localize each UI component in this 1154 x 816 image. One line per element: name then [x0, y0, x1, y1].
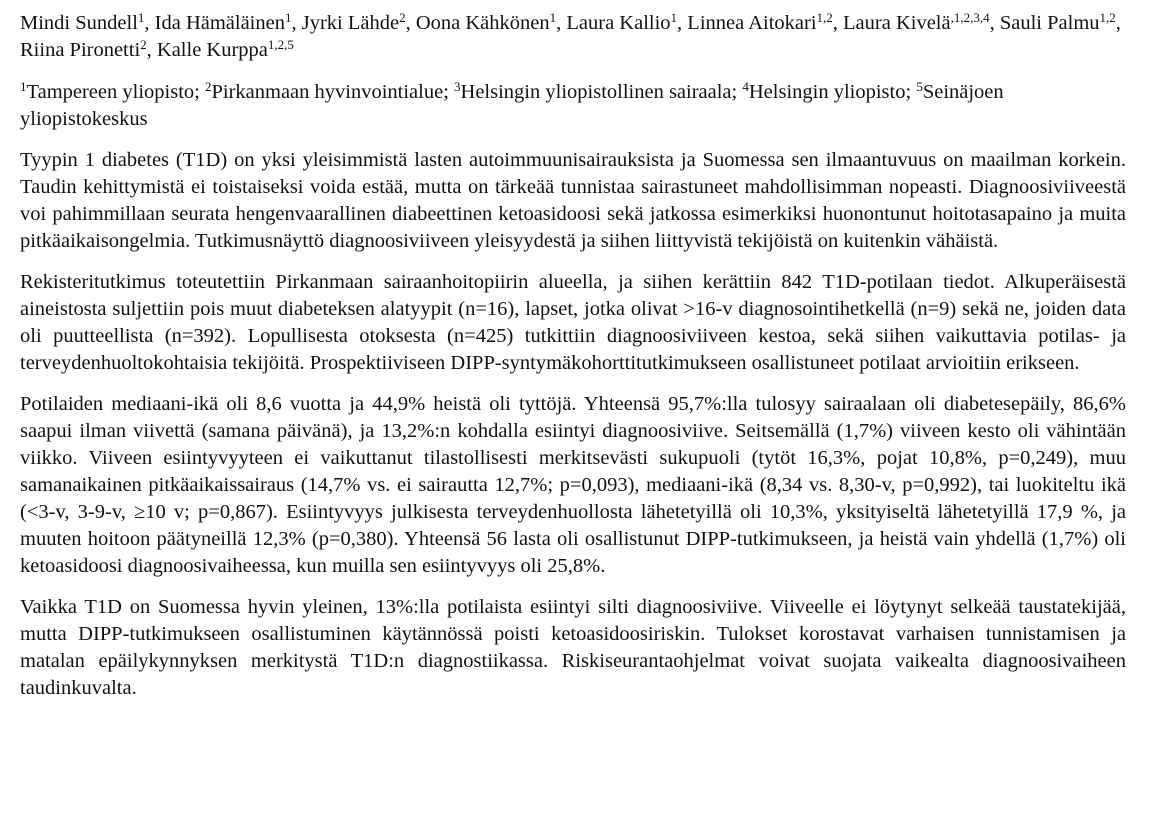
author-affiliation-mark: 2 [140, 37, 147, 53]
author-affiliation-mark: 1,2,5 [267, 37, 294, 53]
affiliation: $^2$Pirkanmaan hyvinvointialue [204, 79, 444, 103]
abstract-results-paragraph: Potilaiden mediaani-ikä oli 8,6 vuotta ja 44,9% heistä oli tyttöjä. Yhteensä 95,7%:lla tulosyy sairaalaan oli diabetesepäily, 86,6% saapui ilman viivettä (samana päivänä), ja 13,2%:n kohdalla esiintyi diagnoosiviive. Seitsemällä (1,7%) viiveen kesto oli vähintään viikko. Viiveen esiintyvyyteen ei vaikuttanut tilastollisesti merkitsevästi sukupuoli (tytöt 16,3%, pojat 10,8%, p=0,249), muu samanaikainen pitkäaikaissairaus (14,7% vs. ei sairautta 12,7%; p=0,093), mediaani-ikä (8,34 vs. 8,30-v, p=0,992), tai luokiteltu ikä (<3-v, 3-9-v, ≥10 v; p=0,867). Esiintyvyys julkisesta terveydenhuollosta lähetetyillä oli 10,3%, yksityiseltä lähetetyillä 17,9 %, ja muuten hoitoon päätyneillä 12,3% (p=0,380). Yhteensä 56 lasta oli osallistunut DIPP-tutkimukseen, ja heistä vain yhdellä (1,7%) oli ketoasidoosi diagnoosivaiheessa, kun muilla sen esiintyvyys oli 25,8%. [20, 393, 1126, 577]
author-affiliation-mark: ,1,2,3,4 [950, 10, 990, 26]
affiliation: $^3$Helsingin yliopistollinen sairaala [454, 79, 732, 103]
author-list: Mindi Sundell$^1$, Ida Hämäläinen$^1$, Jyrki Lähde$^2$, Oona Kähkönen$^1$, Laura Kallio$^1$, Linnea Aitokari$^{1,2}$, Laura Kivelä$^{,1,2,3,4}$, Sauli Palmu$^{1,2}$, Riina Pironetti$^2$, Kalle Kurppa$^{1,2,5}$ [20, 10, 1121, 61]
author: Riina Pironetti$^2$ [20, 37, 147, 61]
affiliation: $^4$Helsingin yliopisto [742, 79, 906, 103]
author-affiliation-mark: 1,2 [816, 10, 833, 26]
author: Linnea Aitokari$^{1,2}$ [687, 10, 833, 34]
author-affiliation-mark: 1 [670, 10, 678, 26]
author: Ida Hämäläinen$^1$ [154, 10, 292, 34]
abstract-conclusion-paragraph: Vaikka T1D on Suomessa hyvin yleinen, 13%:lla potilaista esiintyi silti diagnoosiviive. Viiveelle ei löytynyt selkeää taustatekijää, mutta DIPP-tutkimukseen osallistuminen käytännössä poisti ketoasidoosiriskin. Tulokset korostavat varhaisen tunnistamisen ja matalan epäilykynnyksen merkitystä T1D:n diagnostiikassa. Riskiseurantaohjelmat voivat suojata vaikealta diagnoosivaiheen taudinkuvalta. [20, 596, 1126, 699]
author: Oona Kähkönen$^1$ [415, 10, 557, 34]
author: Laura Kivelä$^{,1,2,3,4}$ [843, 10, 990, 34]
author: Kalle Kurppa$^{1,2,5}$ [156, 37, 294, 61]
affiliation: $^1$Tampereen yliopisto [20, 79, 195, 103]
author-affiliation-mark: 2 [399, 10, 406, 26]
author-affiliation-mark: 1,2 [1099, 10, 1116, 26]
author-affiliation-mark: 1 [549, 10, 557, 26]
author: Mindi Sundell$^1$ [20, 10, 145, 34]
abstract-methods-paragraph: Rekisteritutkimus toteutettiin Pirkanmaan sairaanhoitopiirin alueella, ja siihen kerättiin 842 T1D-potilaan tiedot. Alkuperäisestä aineistosta suljettiin pois muut diabeteksen alatyypit (n=16), lapset, jotka olivat >16-v diagnosointihetkellä (n=9) sekä ne, joiden data oli puutteellista (n=392). Lopullisesta otoksesta (n=425) tutkittiin diagnoosiviiveen kestoa, sekä siihen vaikuttavia potilas- ja terveydenhuoltokohtaisia tekijöitä. Prospektiiviseen DIPP-syntymäkohorttitutkimukseen osallistuneet potilaat arvioitiin erikseen. [20, 271, 1126, 374]
abstract-page [20, 10, 1126, 716]
affiliation: $^5$Seinäjoen yliopistokeskus [20, 79, 1004, 130]
author-affiliation-mark: 1 [137, 10, 145, 26]
author: Laura Kallio$^1$ [566, 10, 678, 34]
affiliation-list: $^1$Tampereen yliopisto; $^2$Pirkanmaan hyvinvointialue; $^3$Helsingin yliopistollinen sairaala; $^4$Helsingin yliopisto; $^5$Seinäjoen yliopistokeskus [20, 79, 1004, 130]
abstract-background-paragraph: Tyypin 1 diabetes (T1D) on yksi yleisimmistä lasten autoimmuunisairauksista ja Suomessa sen ilmaantuvuus on maailman korkein. Taudin kehittymistä ei toistaiseksi voida estää, mutta on tärkeää tunnistaa sairastuneet mahdollisimman nopeasti. Diagnoosiviiveestä voi pahimmillaan seurata hengenvaarallinen diabeettinen ketoasidoosi sekä jatkossa esimerkiksi huonontunut hoitotasapaino ja muita pitkäaikaisongelmia. Tutkimusnäyttö diagnoosiviiveen yleisyydestä ja siihen liittyvistä tekijöistä on kuitenkin vähäistä. [20, 149, 1126, 252]
author: Jyrki Lähde$^2$ [301, 10, 406, 34]
author-affiliation-mark: 1 [284, 10, 292, 26]
author: Sauli Palmu$^{1,2}$ [999, 10, 1116, 34]
